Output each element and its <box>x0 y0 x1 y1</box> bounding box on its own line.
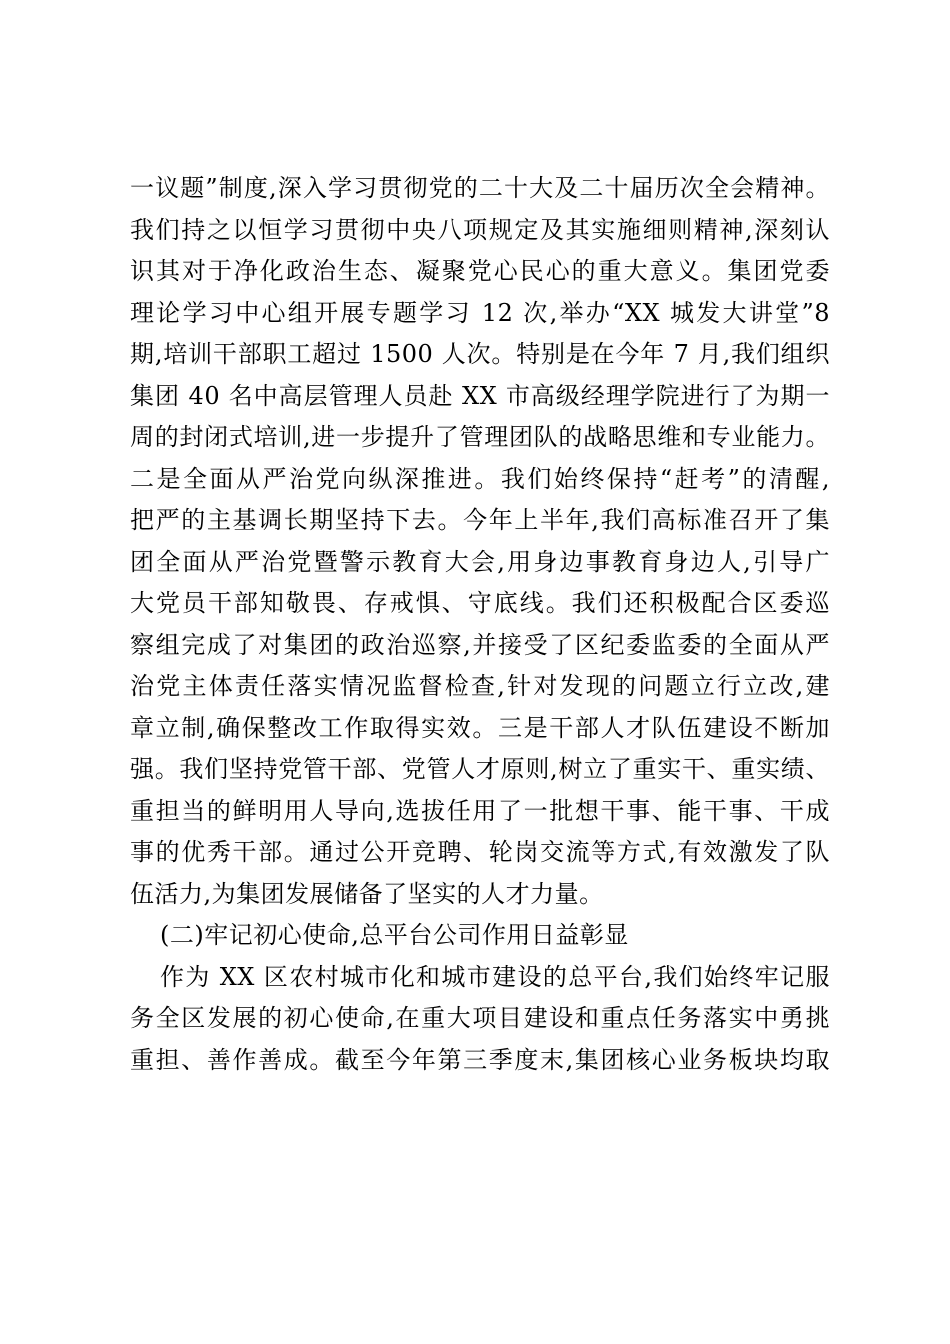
section-heading: (二)牢记初心使命,总平台公司作用日益彰显 <box>160 921 629 949</box>
text-line: 我们持之以恒学习贯彻中央八项规定及其实施细则精神,深刻认 <box>130 215 830 244</box>
text-line: 伍活力,为集团发展储备了坚实的人才力量。 <box>130 879 604 908</box>
text-line: 集团 40 名中高层管理人员赴 XX 市高级经理学院进行了为期一 <box>130 381 830 410</box>
text-line: 治党主体责任落实情况监督检查,针对发现的问题立行立改,建 <box>130 672 830 700</box>
text-line: 期,培训干部职工超过 1500 人次。特别是在今年 7 月,我们组织 <box>130 340 830 368</box>
document-body <box>130 168 830 1081</box>
text-line: 一议题”制度,深入学习贯彻党的二十大及二十届历次全会精神。 <box>130 174 830 202</box>
text-line: 强。我们坚持党管干部、党管人才原则,树立了重实干、重实绩、 <box>130 755 830 783</box>
text-line: 把严的主基调长期坚持下去。今年上半年,我们高标准召开了集 <box>130 506 830 534</box>
text-line: 识其对于净化政治生态、凝聚党心民心的重大意义。集团党委 <box>130 257 830 285</box>
text-line: 二是全面从严治党向纵深推进。我们始终保持“赶考”的清醒, <box>130 464 830 493</box>
text-line: 大党员干部知敬畏、存戒惧、守底线。我们还积极配合区委巡 <box>130 589 830 617</box>
text-line: 重担当的鲜明用人导向,选拔任用了一批想干事、能干事、干成 <box>130 796 830 825</box>
text-line: 理论学习中心组开展专题学习 12 次,举办“XX 城发大讲堂”8 <box>130 298 830 327</box>
text-line: 团全面从严治党暨警示教育大会,用身边事教育身边人,引导广 <box>130 547 830 576</box>
text-line: 作为 XX 区农村城市化和城市建设的总平台,我们始终牢记服 <box>160 962 830 991</box>
text-line: 重担、善作善成。截至今年第三季度末,集团核心业务板块均取 <box>130 1045 830 1074</box>
text-line: 事的优秀干部。通过公开竞聘、轮岗交流等方式,有效激发了队 <box>130 838 830 866</box>
text-line: 务全区发展的初心使命,在重大项目建设和重点任务落实中勇挑 <box>130 1004 830 1032</box>
text-line: 周的封闭式培训,进一步提升了管理团队的战略思维和专业能力。 <box>130 423 830 451</box>
text-line: 章立制,确保整改工作取得实效。三是干部人才队伍建设不断加 <box>130 713 830 742</box>
text-line: 察组完成了对集团的政治巡察,并接受了区纪委监委的全面从严 <box>130 630 830 659</box>
